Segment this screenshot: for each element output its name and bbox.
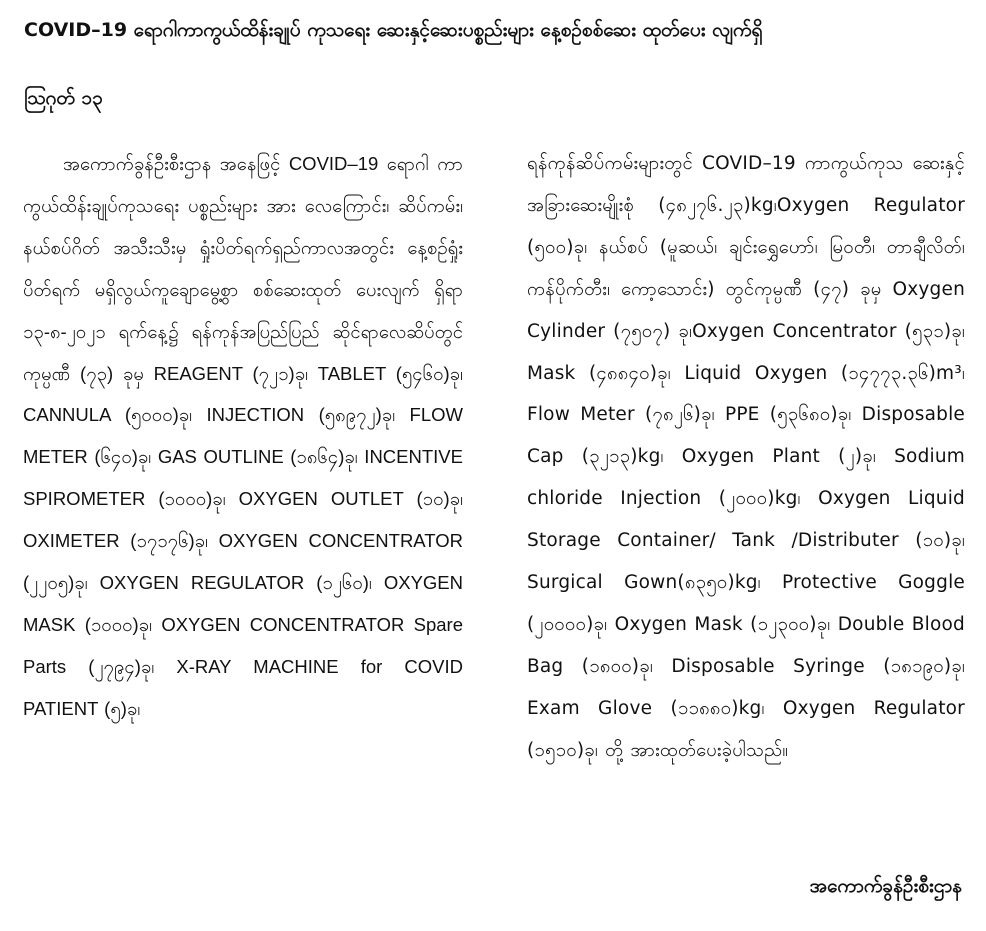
- article-headline: COVID–19 ရောဂါကာကွယ်ထိန်းချုပ် ကုသရေး ဆေးနှင့်ဆေးပစ္စည်းများ နေ့စဉ်စစ်ဆေး ထုတ်ပေး လျက်ရှိ: [24, 19, 763, 41]
- article-signature: အကောက်ခွန်ဦးစီးဌာန: [809, 875, 962, 897]
- article-paragraph-right: ရန်ကုန်ဆိပ်ကမ်းများတွင် COVID–19 ကာကွယ်ကုသ ဆေးနှင့်အခြားဆေးမျိုးစုံ (၄၈၂၇၆.၂၃)kg၊Oxygen Regulator (၅၀၀)ခု၊ နယ်စပ် (မူဆယ်၊ ချင်းရွှေဟော်၊ မြဝတီ၊ တာချီလိတ်၊ ကန်ပိုက်တီး၊ ကော့သောင်း) တွင်ကုမ္ပဏီ (၄၇) ခုမှ Oxygen Cylinder (၇၅၀၇) ခု၊Oxygen Concentrator (၅၃၁)ခု၊ Mask (၄၈၈၄၀)ခု၊ Liquid Oxygen (၁၄၇၇၃.၃၆)m³၊ Flow Meter (၇၈၂၆)ခု၊ PPE (၅၃၆၈၀)ခု၊ Disposable Cap (၃၂၁၃)kg၊ Oxygen Plant (၂)ခု၊ Sodium chloride Injection (၂၀၀၀)kg၊ Oxygen Liquid Storage Container/ Tank /Distributer (၁၀)ခု၊ Surgical Gown(၈၃၅၀)kg၊ Protective Goggle (၂၀၀၀၀)ခု၊ Oxygen Mask (၁၂၃၀၀)ခု၊ Double Blood Bag (၁၈၀၀)ခု၊ Disposable Syringe (၁၈၁၉၀)ခု၊ Exam Glove (၁၁၈၈၀)kg၊ Oxygen Regulator (၁၅၁၀)ခု၊ တို့ အားထုတ်ပေးခဲ့ပါသည်။: [527, 153, 965, 761]
- article-column-right: [527, 143, 965, 772]
- article-paragraph-left: အကောက်ခွန်ဦးစီးဌာန အနေဖြင့် COVID–19 ရောဂါ ကာကွယ်ထိန်းချုပ်ကုသရေး ပစ္စည်းများ အား လေကြောင်း၊ ဆိပ်ကမ်း၊ နယ်စပ်ဂိတ် အသီးသီးမှ ရှုံးပိတ်ရက်ရှည်ကာလအတွင်း နေ့စဉ်ရှုံးပိတ်ရက် မရှိလွယ်ကူချောမွေ့စွာ စစ်ဆေးထုတ် ပေးလျက် ရှိရာ ၁၃-၈-၂၀၂၁ ရက်နေ့၌ ရန်ကုန်အပြည်ပြည် ဆိုင်ရာလေဆိပ်တွင် ကုမ္ပဏီ (၇၃) ခုမှ REAGENT (၇၂၁)ခု၊ TABLET (၅၄၆၀)ခု၊ CANNULA (၅၀၀၀)ခု၊ INJECTION (၅၈၉၇၂)ခု၊ FLOW METER (၆၄၀)ခု၊ GAS OUTLINE (၁၈၆၄)ခု၊ INCENTIVE SPIROMETER (၁၀၀၀)ခု၊ OXYGEN OUTLET (၁၀)ခု၊ OXIMETER (၁၇၁၇၆)ခု၊ OXYGEN CONCENTRATOR (၂၂၀၅)ခု၊ OXYGEN REGULATOR (၁၂၆၀)၊ OXYGEN MASK (၁၀၀၀)ခု၊ OXYGEN CONCENTRATOR Spare Parts (၂၇၉၄)ခု၊ X-RAY MACHINE for COVID PATIENT (၅)ခု၊: [23, 153, 463, 719]
- article-column-left: [23, 143, 463, 730]
- article-dateline: ဩဂုတ် ၁၃: [24, 87, 103, 109]
